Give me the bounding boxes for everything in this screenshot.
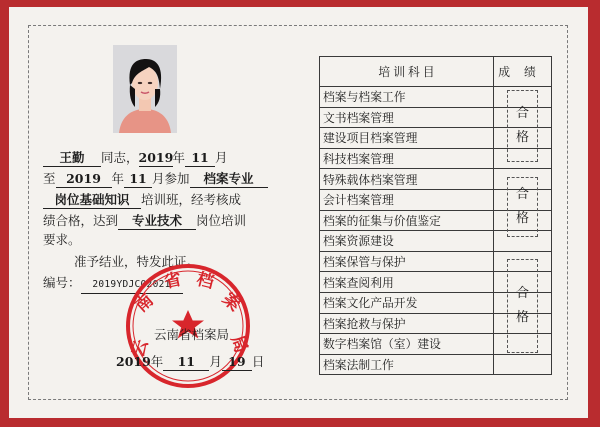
header-score: 成绩 bbox=[494, 57, 552, 87]
grade-group-2 bbox=[507, 177, 538, 237]
subject-cell: 档案资源建设 bbox=[320, 231, 494, 252]
seal-char: 案 bbox=[218, 289, 245, 316]
end-year: 2019 bbox=[56, 171, 112, 188]
grant-text: 准予结业，特发此证。 bbox=[74, 254, 200, 269]
zhi-text: 至 bbox=[43, 171, 56, 186]
table-row bbox=[320, 354, 552, 375]
subject-cell: 档案法制工作 bbox=[320, 354, 494, 375]
grade-char: 格 bbox=[515, 211, 529, 226]
table-header bbox=[320, 57, 552, 87]
subject-cell: 档案查阅利用 bbox=[320, 272, 494, 293]
line-5 bbox=[43, 232, 81, 248]
subject-cell: 档案的征集与价值鉴定 bbox=[320, 210, 494, 231]
issue-date bbox=[116, 354, 264, 371]
cert-number-label: 编号： bbox=[43, 275, 81, 290]
subject-cell: 科技档案管理 bbox=[320, 148, 494, 169]
training-text: 培训班，经考核成 bbox=[141, 192, 242, 207]
grade-char: 合 bbox=[515, 286, 529, 301]
end-month: 11 bbox=[124, 171, 152, 188]
course-name-line2: 岗位基础知识 bbox=[43, 192, 141, 209]
month-label: 月 bbox=[215, 150, 228, 165]
day-label: 日 bbox=[251, 354, 265, 369]
subject-cell: 档案文化产品开发 bbox=[320, 292, 494, 313]
score-cell bbox=[494, 354, 552, 375]
seal-char: 南 bbox=[131, 290, 158, 317]
grade-char: 格 bbox=[515, 130, 529, 145]
seal-char: 云 bbox=[128, 337, 153, 360]
line-3 bbox=[43, 192, 241, 209]
subject-cell: 文书档案管理 bbox=[320, 107, 494, 128]
year-label: 年 bbox=[111, 171, 125, 186]
seal-char: 省 bbox=[162, 269, 184, 293]
header-subject: 培训科目 bbox=[320, 57, 494, 87]
result-text: 绩合格，达到 bbox=[43, 213, 119, 228]
line-4 bbox=[43, 213, 246, 230]
issue-year: 2019 bbox=[116, 354, 151, 369]
subject-cell: 档案与档案工作 bbox=[320, 87, 494, 108]
cert-number: 2019YDJC02021 bbox=[81, 277, 183, 294]
id-photo bbox=[113, 45, 177, 133]
grade-group-1 bbox=[507, 90, 538, 162]
line-1 bbox=[43, 150, 228, 167]
participate-text: 月参加 bbox=[152, 171, 190, 186]
post-level: 专业技术 bbox=[118, 213, 196, 230]
seal-char: 局 bbox=[226, 332, 252, 356]
month-label: 月 bbox=[209, 354, 222, 369]
issue-month: 11 bbox=[163, 354, 209, 371]
issuer-name: 云南省档案局 bbox=[154, 327, 230, 342]
tongzhi-text: 同志， bbox=[101, 150, 139, 165]
subject-cell: 特殊载体档案管理 bbox=[320, 169, 494, 190]
grade-char: 格 bbox=[515, 310, 529, 325]
grade-char: 合 bbox=[515, 106, 529, 121]
seal-char: 档 bbox=[194, 269, 216, 293]
subject-cell: 数字档案馆（室）建设 bbox=[320, 334, 494, 355]
grade-group-3 bbox=[507, 259, 538, 353]
subject-cell: 会计档案管理 bbox=[320, 189, 494, 210]
course-name-line1: 档案专业 bbox=[190, 171, 268, 188]
portrait-image bbox=[113, 45, 177, 133]
start-month: 11 bbox=[185, 150, 215, 167]
grade-char: 合 bbox=[515, 187, 529, 202]
line-2 bbox=[43, 171, 268, 188]
start-year: 2019 bbox=[138, 150, 174, 165]
subject-cell: 档案保管与保护 bbox=[320, 251, 494, 272]
trainee-name: 王勤 bbox=[43, 150, 101, 167]
requirement-text: 要求。 bbox=[43, 232, 81, 247]
issue-day: 19 bbox=[222, 354, 252, 371]
subject-cell: 建设项目档案管理 bbox=[320, 128, 494, 149]
year-label: 年 bbox=[150, 354, 164, 369]
subject-cell: 档案抢救与保护 bbox=[320, 313, 494, 334]
post-text: 岗位培训 bbox=[196, 213, 247, 228]
year-label: 年 bbox=[172, 150, 186, 165]
